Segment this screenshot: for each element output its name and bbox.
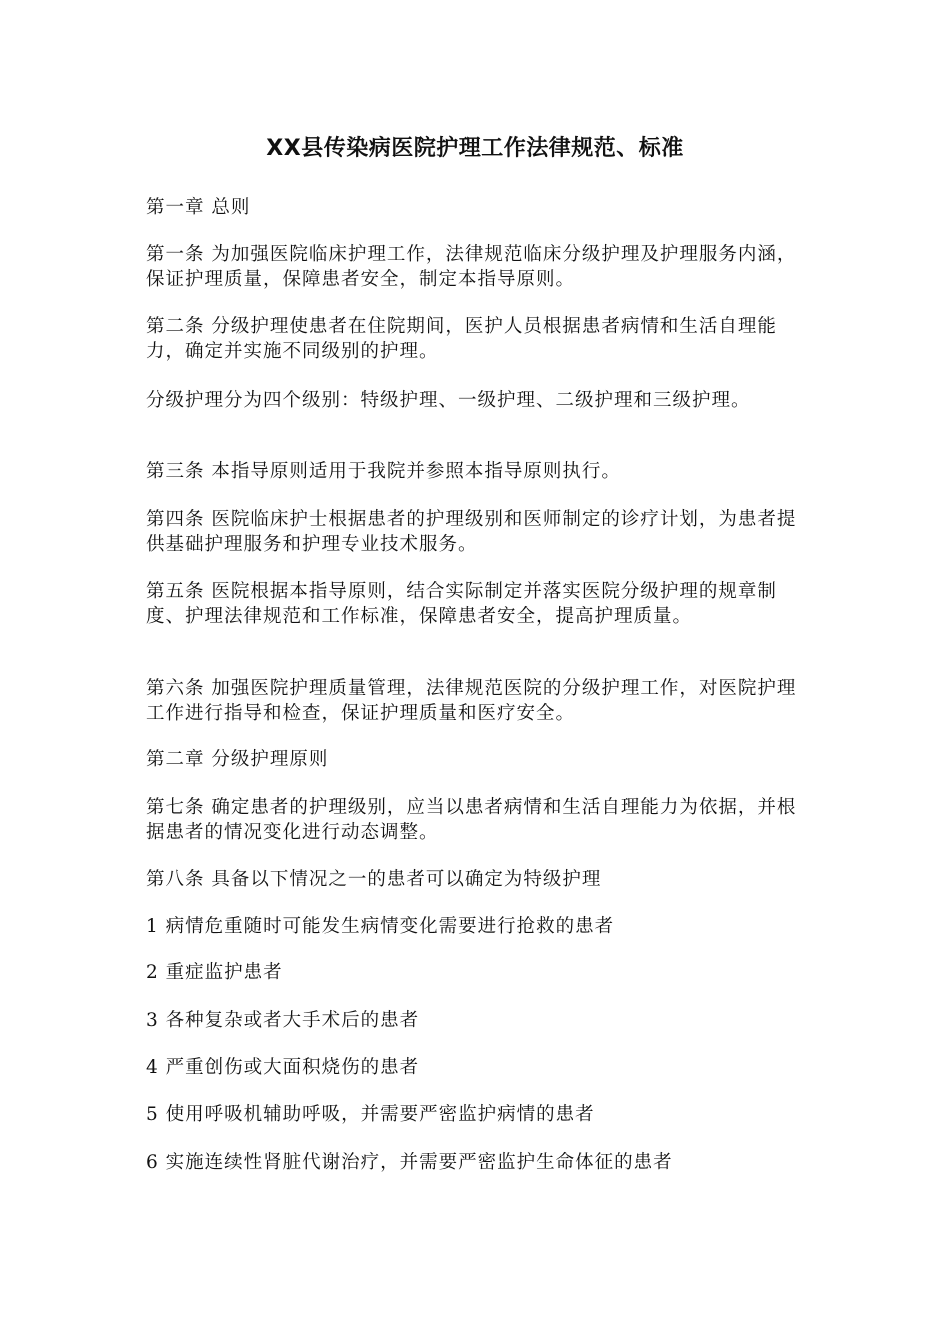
chapter-heading-2 bbox=[146, 748, 806, 773]
article-7 bbox=[146, 796, 806, 845]
list-item: 4 严重创伤或大面积烧伤的患者 bbox=[146, 1057, 420, 1078]
document-title: XX县传染病医院护理工作法律规范、标准 bbox=[266, 136, 684, 161]
paragraph: 分级护理分为四个级别：特级护理、一级护理、二级护理和三级护理。 bbox=[146, 390, 751, 411]
list-item-5 bbox=[146, 1103, 806, 1128]
article-8 bbox=[146, 868, 806, 893]
list-item: 3 各种复杂或者大手术后的患者 bbox=[146, 1010, 420, 1031]
article-6 bbox=[146, 677, 806, 726]
list-item: 6 实施连续性肾脏代谢治疗，并需要严密监护生命体征的患者 bbox=[146, 1152, 673, 1173]
paragraph: 第五条 医院根据本指导原则，结合实际制定并落实医院分级护理的规章制度、护理法律规范和工作标准，保障患者安全，提高护理质量。 bbox=[146, 581, 777, 627]
article-1 bbox=[146, 243, 806, 292]
list-item: 1 病情危重随时可能发生病情变化需要进行抢救的患者 bbox=[146, 916, 615, 937]
list-item: 5 使用呼吸机辅助呼吸，并需要严密监护病情的患者 bbox=[146, 1104, 595, 1125]
list-item-4 bbox=[146, 1056, 806, 1081]
article-5 bbox=[146, 580, 806, 629]
levels-paragraph bbox=[146, 389, 806, 414]
paragraph: 第一章 总则 bbox=[146, 197, 251, 218]
list-item-3 bbox=[146, 1009, 806, 1034]
paragraph: 第八条 具备以下情况之一的患者可以确定为特级护理 bbox=[146, 869, 602, 890]
list-item-6 bbox=[146, 1151, 806, 1176]
article-2 bbox=[146, 315, 806, 364]
paragraph: 第二章 分级护理原则 bbox=[146, 749, 329, 770]
paragraph: 第三条 本指导原则适用于我院并参照本指导原则执行。 bbox=[146, 461, 621, 482]
paragraph: 第六条 加强医院护理质量管理，法律规范医院的分级护理工作，对医院护理工作进行指导和检查，保证护理质量和医疗安全。 bbox=[146, 678, 797, 724]
paragraph: 第一条 为加强医院临床护理工作，法律规范临床分级护理及护理服务内涵，保证护理质量，保障患者安全，制定本指导原则。 bbox=[146, 244, 797, 290]
paragraph: 第七条 确定患者的护理级别，应当以患者病情和生活自理能力为依据，并根据患者的情况变化进行动态调整。 bbox=[146, 797, 797, 843]
list-item: 2 重症监护患者 bbox=[146, 962, 283, 983]
paragraph: 第四条 医院临床护士根据患者的护理级别和医师制定的诊疗计划，为患者提供基础护理服务和护理专业技术服务。 bbox=[146, 509, 797, 555]
article-3 bbox=[146, 460, 806, 485]
list-item-1 bbox=[146, 915, 806, 940]
list-item-2 bbox=[146, 961, 806, 986]
paragraph: 第二条 分级护理使患者在住院期间，医护人员根据患者病情和生活自理能力，确定并实施不同级别的护理。 bbox=[146, 316, 777, 362]
article-4 bbox=[146, 508, 806, 557]
chapter-heading-1 bbox=[146, 196, 806, 221]
